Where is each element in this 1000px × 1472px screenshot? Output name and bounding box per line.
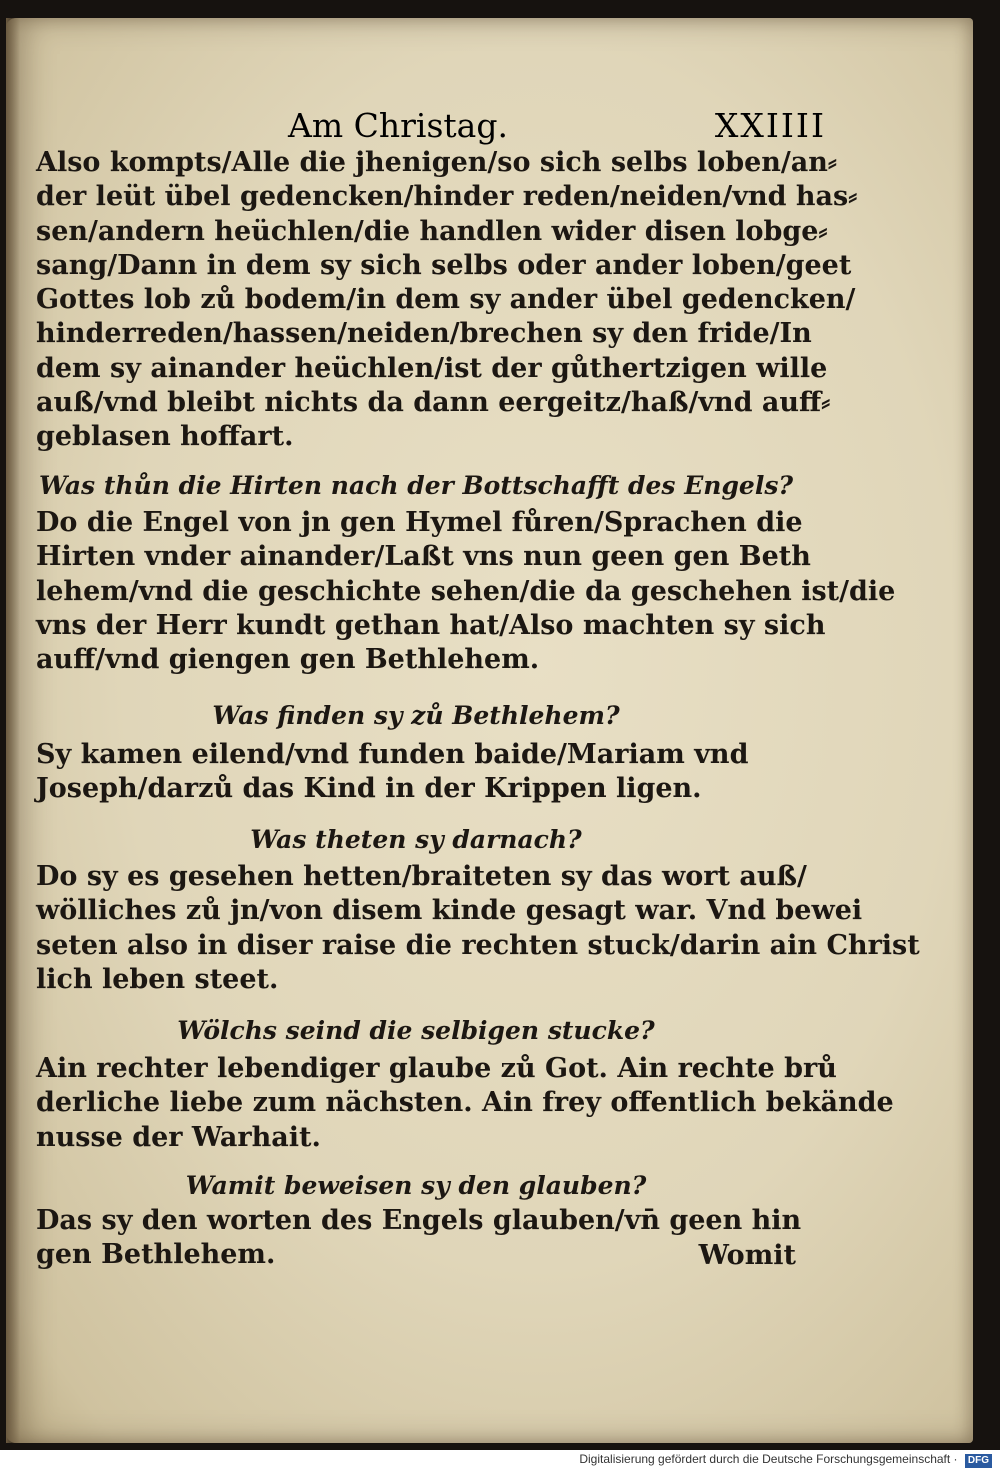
text-line: seten also in diser raise die rechten stuck/darin ain Christ bbox=[36, 929, 920, 961]
text-line: vns der Herr kundt gethan hat/Also machten sy sich bbox=[36, 609, 826, 641]
folio-number: XXIIII bbox=[714, 106, 826, 145]
text-line: lehem/vnd die geschichte sehen/die da geschehen ist/die bbox=[36, 575, 896, 607]
text-line: Do sy es gesehen hetten/braiteten sy das wort auß/ bbox=[36, 861, 807, 892]
question-heading: Was finden sy zů Bethlehem? bbox=[212, 701, 620, 730]
catchword: Womit bbox=[698, 1240, 796, 1271]
text-line: Das sy den worten des Engels glauben/vn̄ geen hin bbox=[36, 1205, 802, 1236]
running-head bbox=[36, 106, 826, 146]
text-line: Sy kamen eilend/vnd funden baide/Mariam vnd bbox=[36, 739, 749, 770]
text-line: hinderreden/hassen/neiden/brechen sy den fride/In bbox=[36, 318, 812, 350]
text-line: Hirten vnder ainander/Laßt vns nun geen gen Beth bbox=[36, 541, 811, 573]
text-line: Do die Engel von jn gen Hymel fůren/Sprachen die bbox=[36, 507, 803, 538]
text-line: nusse der Warhait. bbox=[36, 1121, 321, 1153]
question-heading: Was theten sy darnach? bbox=[250, 825, 582, 854]
text-line: sang/Dann in dem sy sich selbs oder ander loben/geet bbox=[36, 249, 852, 281]
text-line: Gottes lob zů bodem/in dem sy ander übel gedencken/ bbox=[36, 284, 856, 316]
funding-text: Digitalisierung gefördert durch die Deutsche Forschungsgemeinschaft · bbox=[579, 1452, 958, 1466]
text-line: Ain rechter lebendiger glaube zů Got. Ain rechte brů bbox=[36, 1053, 837, 1084]
dfg-logo: DFG bbox=[965, 1454, 992, 1468]
question-heading: Wölchs seind die selbigen stucke? bbox=[177, 1016, 655, 1045]
answer-1 bbox=[36, 506, 896, 677]
funding-footer bbox=[579, 1452, 992, 1468]
text-line: lich leben steet. bbox=[36, 963, 279, 995]
text-line: Also kompts/Alle die jhenigen/so sich selbs loben/an⸗ bbox=[36, 147, 837, 178]
text-line: wölliches zů jn/von disem kinde gesagt war. Vnd bewei bbox=[36, 895, 863, 927]
page-gutter-shadow bbox=[6, 18, 20, 1443]
text-line: geblasen hoffart. bbox=[36, 421, 294, 453]
answer-3 bbox=[36, 860, 920, 997]
running-head-title: Am Christag. bbox=[288, 106, 508, 145]
question-heading: Wamit beweisen sy den glauben? bbox=[185, 1171, 647, 1200]
answer-2 bbox=[36, 738, 796, 807]
text-line: gen Bethlehem. bbox=[36, 1239, 276, 1271]
paragraph-1 bbox=[36, 146, 858, 455]
text-line: derliche liebe zum nächsten. Ain frey offentlich bekände bbox=[36, 1087, 894, 1119]
text-line: auß/vnd bleibt nichts da dann eergeitz/haß/vnd auff⸗ bbox=[36, 387, 831, 419]
text-line: dem sy ainander heüchlen/ist der gůthertzigen wille bbox=[36, 352, 828, 384]
text-line: Joseph/darzů das Kind in der Krippen ligen. bbox=[36, 773, 702, 805]
question-heading: Was thůn die Hirten nach der Bottschafft des Engels? bbox=[38, 471, 794, 500]
text-line: auff/vnd giengen gen Bethlehem. bbox=[36, 644, 540, 676]
text-line: der leüt übel gedencken/hinder reden/neiden/vnd has⸗ bbox=[36, 181, 858, 213]
answer-4 bbox=[36, 1052, 894, 1155]
text-line: sen/andern heüchlen/die handlen wider disen lobge⸗ bbox=[36, 215, 828, 247]
book-page bbox=[6, 18, 973, 1443]
